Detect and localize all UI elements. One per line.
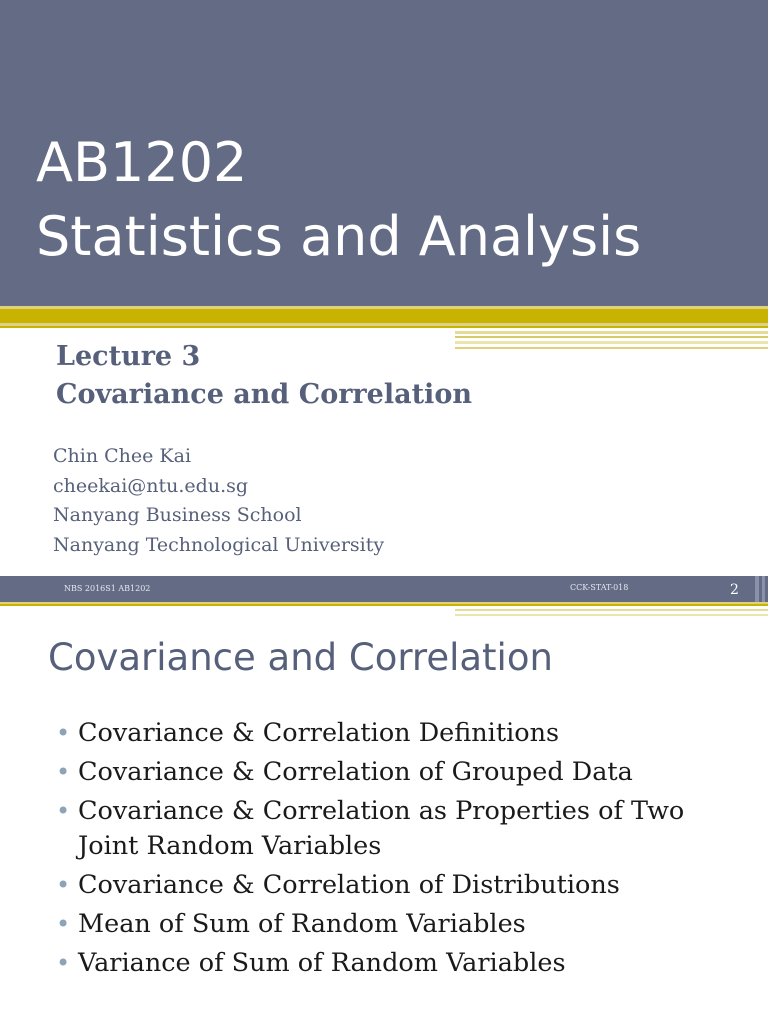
slide-title: Covariance and Correlation <box>48 636 553 679</box>
lecture-heading <box>56 338 472 414</box>
footer-bar <box>0 576 768 602</box>
footer-code-label: CCK-STAT-018 <box>570 583 629 592</box>
list-item: • Variance of Sum of Random Variables <box>56 946 728 981</box>
lecture-number: Lecture 3 <box>56 341 201 372</box>
footer-course-label: NBS 2016S1 AB1202 <box>64 584 151 593</box>
list-item: • Covariance & Correlation of Distributions <box>56 868 728 903</box>
author-school: Nanyang Business School <box>53 504 302 526</box>
author-university: Nanyang Technological University <box>53 533 385 556</box>
outline-slide <box>0 576 768 1024</box>
page-number: 2 <box>730 582 739 598</box>
list-item: • Covariance & Correlation as Properties of Two Joint Random Variables <box>56 794 728 864</box>
lecture-topic: Covariance and Correlation <box>56 379 472 410</box>
list-item: • Covariance & Correlation Definitions <box>56 716 728 751</box>
author-block <box>53 442 384 560</box>
list-item: • Covariance & Correlation of Grouped Data <box>56 755 728 790</box>
author-name: Chin Chee Kai <box>53 445 192 467</box>
course-title <box>36 126 641 274</box>
list-item: • Mean of Sum of Random Variables <box>56 907 728 942</box>
outline-list <box>56 716 728 985</box>
course-code: AB1202 <box>36 131 248 194</box>
author-email: cheekai@ntu.edu.sg <box>53 474 249 497</box>
course-name: Statistics and Analysis <box>36 205 642 268</box>
